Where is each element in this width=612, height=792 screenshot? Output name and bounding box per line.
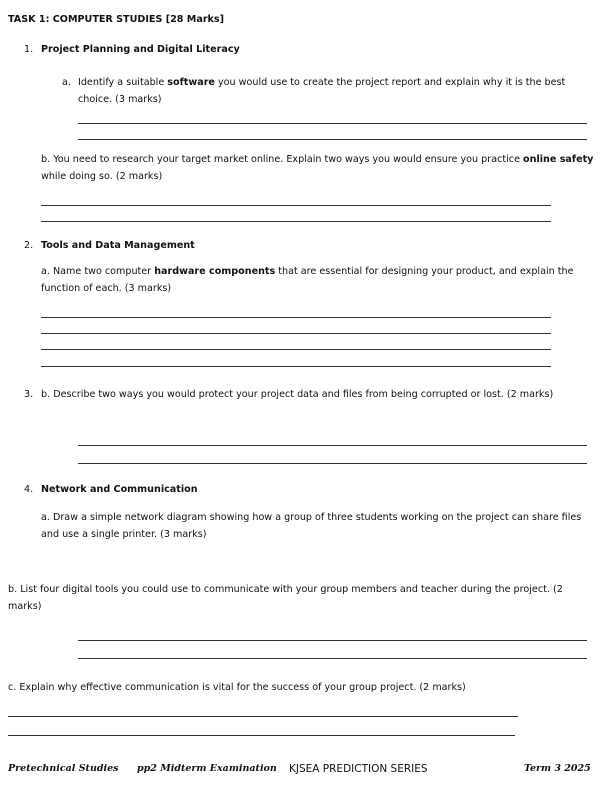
answer-line[interactable] <box>41 349 551 350</box>
answer-line[interactable] <box>41 221 551 222</box>
footer-exam: pp2 Midterm Examination <box>137 763 277 774</box>
answer-line[interactable] <box>41 333 551 334</box>
question-number: 2. <box>24 240 34 251</box>
answer-line[interactable] <box>78 658 587 659</box>
question-number: 1. <box>24 44 34 55</box>
page-title: TASK 1: COMPUTER STUDIES [28 Marks] <box>8 14 225 25</box>
question-2a: a. Name two computer hardware components that are essential for designing your product, and explain the function of each. (3 marks) <box>41 266 574 294</box>
section-heading: Project Planning and Digital Literacy <box>41 44 240 55</box>
answer-line[interactable] <box>41 366 551 367</box>
section-heading: Tools and Data Management <box>41 240 195 251</box>
question-number: 4. <box>24 484 34 495</box>
sub-label: a. <box>62 77 71 88</box>
answer-line[interactable] <box>41 205 551 206</box>
question-1a: Identify a suitable software you would use to create the project report and explain why it is the best choice. (3 marks) <box>78 77 566 105</box>
footer-series: KJSEA PREDICTION SERIES <box>289 763 428 775</box>
question-number: 3. <box>24 389 34 400</box>
question-4a: a. Draw a simple network diagram showing how a group of three students working on the project can share files and use a single printer. (3 marks) <box>41 512 582 540</box>
answer-line[interactable] <box>78 445 587 446</box>
footer-term: Term 3 2025 <box>524 763 591 774</box>
answer-line[interactable] <box>8 716 518 717</box>
question-4c: c. Explain why effective communication is vital for the success of your group project. (2 marks) <box>8 682 466 693</box>
answer-line[interactable] <box>78 139 587 140</box>
answer-line[interactable] <box>78 640 587 641</box>
section-heading: Network and Communication <box>41 484 198 495</box>
answer-line[interactable] <box>8 735 515 736</box>
answer-line[interactable] <box>78 463 587 464</box>
question-4b: b. List four digital tools you could use to communicate with your group members and teacher during the project. (2 marks) <box>8 584 563 612</box>
footer-subject: Pretechnical Studies <box>8 763 119 774</box>
question-3b: b. Describe two ways you would protect your project data and files from being corrupted or lost. (2 marks) <box>41 389 554 400</box>
question-1b: b. You need to research your target market online. Explain two ways you would ensure you practice online safety while doing so. (2 marks) <box>41 154 594 182</box>
answer-line[interactable] <box>78 123 587 124</box>
answer-line[interactable] <box>41 317 551 318</box>
